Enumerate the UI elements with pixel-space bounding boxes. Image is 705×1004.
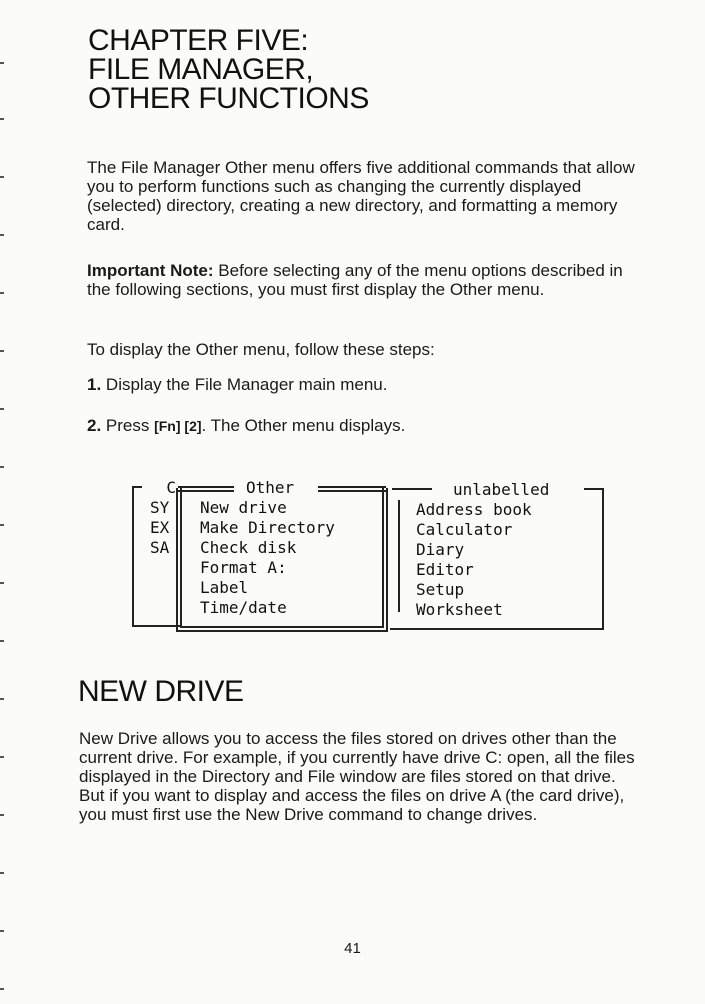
margin-mark <box>0 582 4 584</box>
margin-mark <box>0 698 4 700</box>
margin-mark <box>0 640 4 642</box>
step-number: 2. <box>87 416 102 435</box>
margin-mark <box>0 118 4 120</box>
app-item-calculator[interactable]: Calculator <box>416 520 513 539</box>
apps-panel-title: unlabelled <box>453 480 550 499</box>
window-frame <box>132 486 142 488</box>
menu-item-new-drive[interactable]: New drive <box>200 498 287 517</box>
window-frame <box>132 486 134 626</box>
margin-mark <box>0 756 4 758</box>
hidden-column-text: SY <box>150 498 170 517</box>
intro-paragraph: The File Manager Other menu offers five additional commands that allow you to perform functions such as changing the currently displayed (selected) directory, creating a new directory, and formatting a memory card. <box>87 158 635 234</box>
other-menu-screen <box>132 478 606 634</box>
note-label: Important Note: <box>87 261 214 280</box>
key-combo: [Fn] [2] <box>154 418 202 434</box>
margin-mark <box>0 62 4 64</box>
window-frame <box>132 625 182 627</box>
menu-item-format[interactable]: Format A: <box>200 558 287 577</box>
app-item-diary[interactable]: Diary <box>416 540 465 559</box>
note-text: Before selecting any of the menu options described in the following sections, you must first display the Other menu. <box>87 261 623 299</box>
important-note <box>87 261 647 299</box>
chapter-title <box>88 26 369 113</box>
app-item-worksheet[interactable]: Worksheet <box>416 600 503 619</box>
margin-mark <box>0 234 4 236</box>
step-text: Display the File Manager main menu. <box>101 375 388 394</box>
margin-mark <box>0 930 4 932</box>
step-1 <box>87 375 647 394</box>
chapter-title-line: CHAPTER FIVE: <box>88 24 309 57</box>
section-title: NEW DRIVE <box>78 675 244 708</box>
chapter-title-line: OTHER FUNCTIONS <box>88 82 369 115</box>
margin-mark <box>0 988 4 990</box>
menu-item-label[interactable]: Label <box>200 578 249 597</box>
section-paragraph: New Drive allows you to access the files stored on drives other than the current drive. For example, if you currently have drive C: open, all the files displayed in the Directory and File window are files stored on that drive. But if you want to display and access the files on drive A (the card drive), you must first use the New Drive command to change drives. <box>79 729 635 824</box>
chapter-title-line: FILE MANAGER, <box>88 53 314 86</box>
steps-intro: To display the Other menu, follow these steps: <box>87 340 435 359</box>
margin-mark <box>0 176 4 178</box>
hidden-column-text: SA <box>150 538 170 557</box>
app-item-address-book[interactable]: Address book <box>416 500 532 519</box>
page-number: 41 <box>344 940 361 957</box>
margin-mark <box>0 524 4 526</box>
margin-mark <box>0 350 4 352</box>
step-number: 1. <box>87 375 102 394</box>
margin-mark <box>0 292 4 294</box>
margin-mark <box>0 466 4 468</box>
hidden-column-text: C <box>166 478 176 497</box>
menu-item-time-date[interactable]: Time/date <box>200 598 287 617</box>
menu-item-make-directory[interactable]: Make Directory <box>200 518 335 537</box>
app-item-setup[interactable]: Setup <box>416 580 465 599</box>
step-2 <box>87 416 647 436</box>
other-menu-title: Other <box>246 478 295 497</box>
app-item-editor[interactable]: Editor <box>416 560 474 579</box>
margin-mark <box>0 408 4 410</box>
step-text: Press <box>101 416 155 435</box>
margin-mark <box>0 814 4 816</box>
menu-item-check-disk[interactable]: Check disk <box>200 538 297 557</box>
step-text: . The Other menu displays. <box>201 416 406 435</box>
hidden-column-text: EX <box>150 518 170 537</box>
margin-mark <box>0 872 4 874</box>
